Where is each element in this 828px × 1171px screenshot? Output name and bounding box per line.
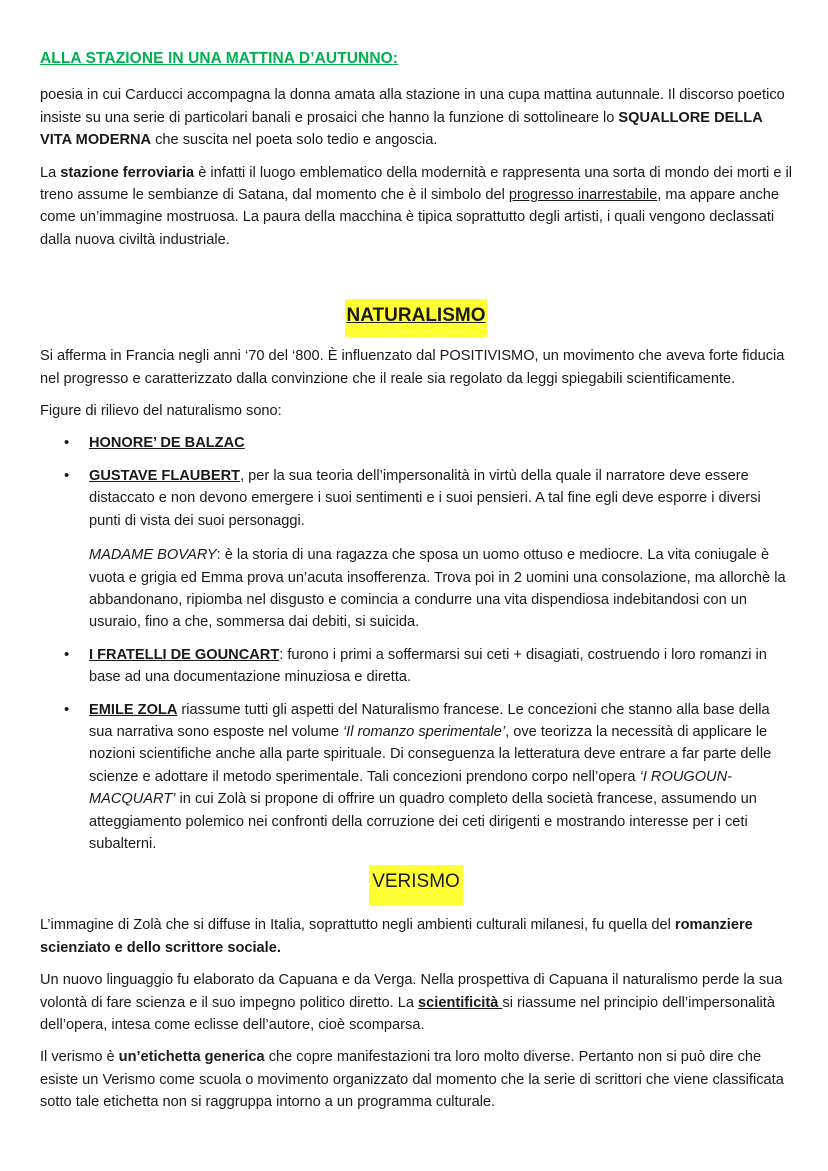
bullet-icon: • [64,700,70,718]
text-run: La [40,164,61,181]
paragraph-verismo-2 [40,969,792,1036]
underlined-text: progresso inarrestabile [508,187,658,204]
paragraph-figures-intro: Figure di rilievo del naturalismo sono: [40,403,282,420]
highlighted-title: NATURALISMO [345,299,488,337]
bold-text: stazione ferroviaria [60,164,195,181]
bold-text: un’etichetta generica [118,1049,265,1066]
text-run: in cui Zolà si propone di offrire un quadro completo della società francese, assumendo un atteggiamento polemico nei confronti della corruzione dei ceti dirigenti e mostrando interesse per i ceti subalterni. [89,791,757,852]
highlighted-title: VERISMO [369,865,463,906]
text-run: L’immagine di Zolà che si diffuse in Italia, soprattutto negli ambienti culturali milanesi, fu quella del [40,917,675,934]
text-run: , ove teorizza la necessità di applicare le nozioni scientifiche anche alla parte spirituale. Di conseguenza la letteratura deve entrare a far parte delle scienze e adottare il metodo sperimentale. Tali concezioni prendono corpo nell’opera [89,723,772,785]
section-title-autumn: ALLA STAZIONE IN UNA MATTINA D’AUTUNNO: [40,50,399,67]
bold-text: SQUALLORE DELLA VITA MODERNA [40,109,763,149]
text-run: che suscita nel poeta solo tedio e angoscia. [151,132,438,149]
author-name: EMILE ZOLA [89,701,178,718]
bullet-icon: • [64,645,70,663]
text-run: poesia in cui Carducci accompagna la donna amata alla stazione in una cupa mattina autunnale. Il discorso poetico insiste su una serie di particolari banali e prosaici che hanno la funzione di sottolineare lo [40,87,785,126]
text-run: si riassume nel principio dell’impersonalità dell’opera, intesa come eclisse dell’autore, cioè scomparsa. [40,994,775,1033]
text-run: , ma appare anche come un’immagine mostruosa. La paura della macchina è tipica soprattutto degli artisti, i quali vengono declassati dalla nuova civiltà industriale. [40,187,780,248]
paragraph-autumn-2 [40,162,792,252]
bold-underlined-text: scientificità [418,994,503,1011]
bullet-icon: • [64,466,70,484]
paragraph-verismo-1 [40,914,792,959]
book-title: MADAME BOVARY [89,547,217,564]
list-item-flaubert [40,465,792,634]
document-page [40,48,792,1124]
text-run: che copre manifestazioni tra loro molto diverse. Pertanto non si può dire che esiste un Verismo come scuola o movimento organizzato dal momento che la serie di scrittori che viene classificata sotto tale etichetta non si raggruppa intorno a un programma culturale. [40,1049,784,1111]
bullet-icon: • [64,434,70,452]
paragraph-autumn-1 [40,84,792,151]
list-item-goncourt [40,644,792,689]
book-title: ‘I ROUGOUN-MACQUART’ [89,768,733,808]
heading-naturalismo [40,299,792,337]
text-run: : è la storia di una ragazza che sposa un uomo ottuso e mediocre. La vita coniugale è vuota e grigia ed Emma prova un’acuta insofferenza. Trova poi in 2 uomini una consolazione, ma allorchè la abbandonano, ripiomba nel disgusto e comincia a condurre una vita dispendiosa indebitandosi con un usuraio, fino a che, sommersa dai debiti, si suicida. [89,547,786,631]
paragraph-verismo-3 [40,1046,792,1113]
bold-text: romanziere scienziato e dello scrittore sociale. [40,917,753,956]
heading-verismo [40,865,792,906]
text-run: è infatti il luogo emblematico della modernità e rappresenta una sorta di mondo dei morti e il treno assume le sembianze di Satana, dal momento che è il simbolo del [40,164,792,204]
paragraph-naturalismo-intro: Si afferma in Francia negli anni ‘70 del ‘800. È influenzato dal POSITIVISMO, un movimento che aveva forte fiducia nel progresso e caratterizzato dalla convinzione che il reale sia regolato da leggi spiegabili scientificamente. [40,348,785,387]
figures-list [40,432,792,855]
text-run: Il verismo è [40,1049,119,1066]
author-name: I FRATELLI DE GOUNCART [89,646,280,663]
list-item-balzac [40,432,792,454]
text-run: Un nuovo linguaggio fu elaborato da Capuana e da Verga. Nella prospettiva di Capuana il naturalismo perde la sua volontà di fare scienza e il suo impegno politico diretto. La [40,972,783,1011]
paragraph-bovary [89,544,792,634]
spacer [40,261,792,299]
text-run: : furono i primi a soffermarsi sui ceti + disagiati, costruendo i loro romanzi in base ad una documentazione minuziosa e diretta. [89,646,767,686]
list-item-zola [40,699,792,856]
text-run: , per la sua teoria dell’impersonalità in virtù della quale il narratore deve essere distaccato e non devono emergere i suoi sentimenti e i suoi pensieri. A tal fine egli deve esporre i diversi punti di vista dei suoi personaggi. [89,467,761,529]
author-name: HONORE’ DE BALZAC [89,435,245,452]
author-name: GUSTAVE FLAUBERT [89,467,241,484]
text-run: riassume tutti gli aspetti del Naturalismo francese. Le concezioni che stanno alla base della sua narrativa sono esposte nel volume [89,701,770,740]
book-title: ‘Il romanzo sperimentale’ [342,723,506,740]
